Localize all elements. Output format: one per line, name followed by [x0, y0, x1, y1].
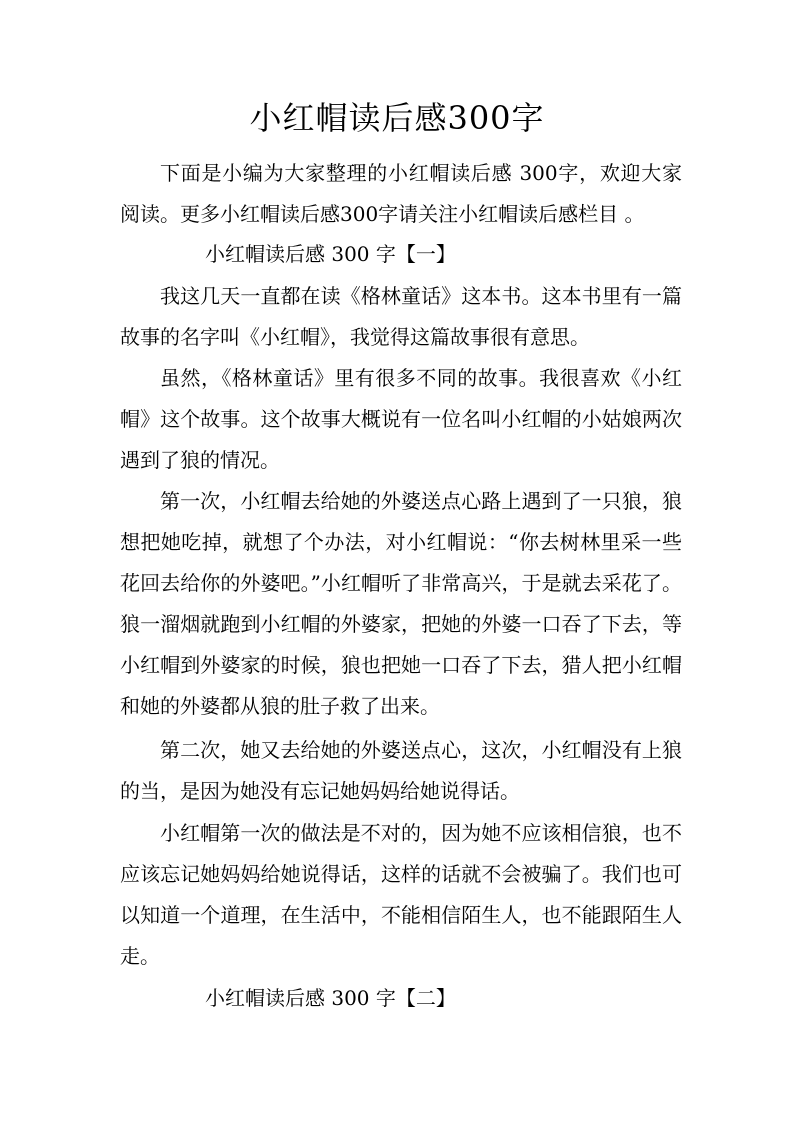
section-heading-1: 小红帽读后感 300 字【一】 — [205, 242, 456, 266]
body-paragraph: 虽然，《格林童话》里有很多不同的故事。我很喜欢《小红帽》这个故事。这个故事大概说有一位名叫小红帽的小姑娘两次遇到了狼的情况。 — [120, 366, 682, 472]
body-paragraph: 我这几天一直都在读《格林童话》这本书。这本书里有一篇故事的名字叫《小红帽》，我觉得这篇故事很有意思。 — [120, 284, 682, 349]
intro-paragraph: 下面是小编为大家整理的小红帽读后感 300字，欢迎大家阅读。更多小红帽读后感300字请关注小红帽读后感栏目 。 — [120, 161, 682, 226]
body-paragraph: 第一次，小红帽去给她的外婆送点心路上遇到了一只狼，狼想把她吃掉，就想了个办法，对小红帽说：“你去树林里采一些花回去给你的外婆吧。”小红帽听了非常高兴，于是就去采花了。狼一溜烟就跑到小红帽的外婆家，把她的外婆一口吞了下去，等小红帽到外婆家的时候，狼也把她一口吞了下去，猎人把小红帽和她的外婆都从狼的肚子救了出来。 — [120, 489, 682, 718]
body-paragraph: 小红帽第一次的做法是不对的，因为她不应该相信狼，也不应该忘记她妈妈给她说得话，这样的话就不会被骗了。我们也可以知道一个道理，在生活中，不能相信陌生人，也不能跟陌生人走。 — [120, 821, 682, 968]
section-heading-2: 小红帽读后感 300 字【二】 — [205, 986, 456, 1010]
body-paragraph: 第二次，她又去给她的外婆送点心，这次，小红帽没有上狼的当，是因为她没有忘记她妈妈给她说得话。 — [120, 738, 682, 803]
page-title: 小红帽读后感300字 — [249, 99, 545, 137]
